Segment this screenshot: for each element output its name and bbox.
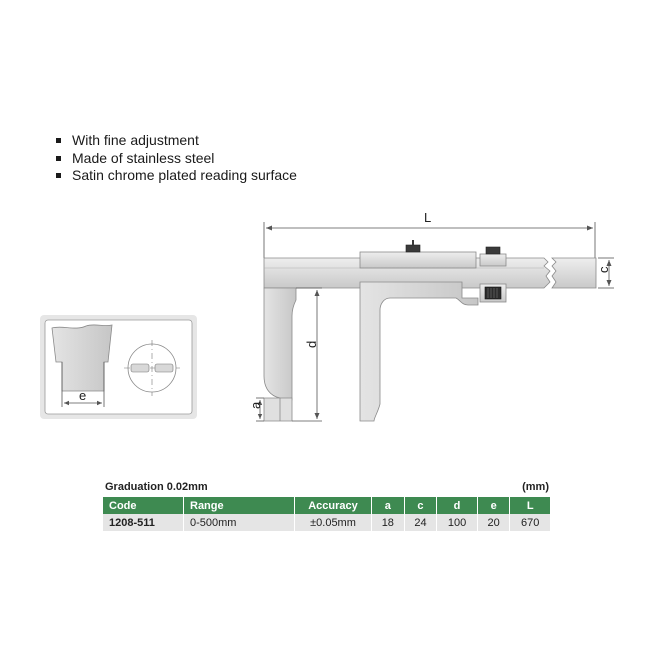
column-header: L bbox=[510, 497, 551, 514]
dimension-c bbox=[596, 258, 614, 288]
table-cell: 18 bbox=[372, 514, 405, 531]
column-header: d bbox=[437, 497, 478, 514]
feature-text: With fine adjustment bbox=[72, 132, 199, 148]
table-cell: 0-500mm bbox=[184, 514, 295, 531]
fixed-jaw bbox=[264, 288, 296, 421]
column-header: Code bbox=[103, 497, 184, 514]
sliding-vernier bbox=[360, 240, 478, 421]
table-cell: 670 bbox=[510, 514, 551, 531]
table-cell: 100 bbox=[437, 514, 478, 531]
column-header: e bbox=[477, 497, 510, 514]
table-caption bbox=[103, 481, 551, 493]
table-header-row bbox=[103, 497, 551, 514]
table-cell: 1208-511 bbox=[103, 514, 184, 531]
unit-label: (mm) bbox=[522, 481, 549, 493]
column-header: Range bbox=[184, 497, 295, 514]
label-c: c bbox=[596, 266, 611, 273]
dimension-d bbox=[292, 288, 322, 421]
table-cell: 20 bbox=[477, 514, 510, 531]
label-L: L bbox=[424, 210, 432, 225]
feature-text: Made of stainless steel bbox=[72, 149, 215, 166]
column-header: c bbox=[404, 497, 437, 514]
feature-text: Satin chrome plated reading surface bbox=[72, 167, 297, 183]
spec-table bbox=[103, 497, 551, 531]
graduation-label: Graduation 0.02mm bbox=[105, 481, 208, 493]
table-cell: ±0.05mm bbox=[295, 514, 372, 531]
detail-inset bbox=[40, 315, 197, 419]
table-row bbox=[103, 514, 551, 531]
dimension-L bbox=[264, 210, 595, 258]
label-e: e bbox=[79, 388, 87, 403]
label-d: d bbox=[304, 340, 319, 348]
table-cell: 24 bbox=[404, 514, 437, 531]
column-header: a bbox=[372, 497, 405, 514]
label-a: a bbox=[248, 401, 263, 409]
spec-table-section bbox=[103, 481, 551, 531]
dimension-a bbox=[248, 398, 264, 421]
column-header: Accuracy bbox=[295, 497, 372, 514]
